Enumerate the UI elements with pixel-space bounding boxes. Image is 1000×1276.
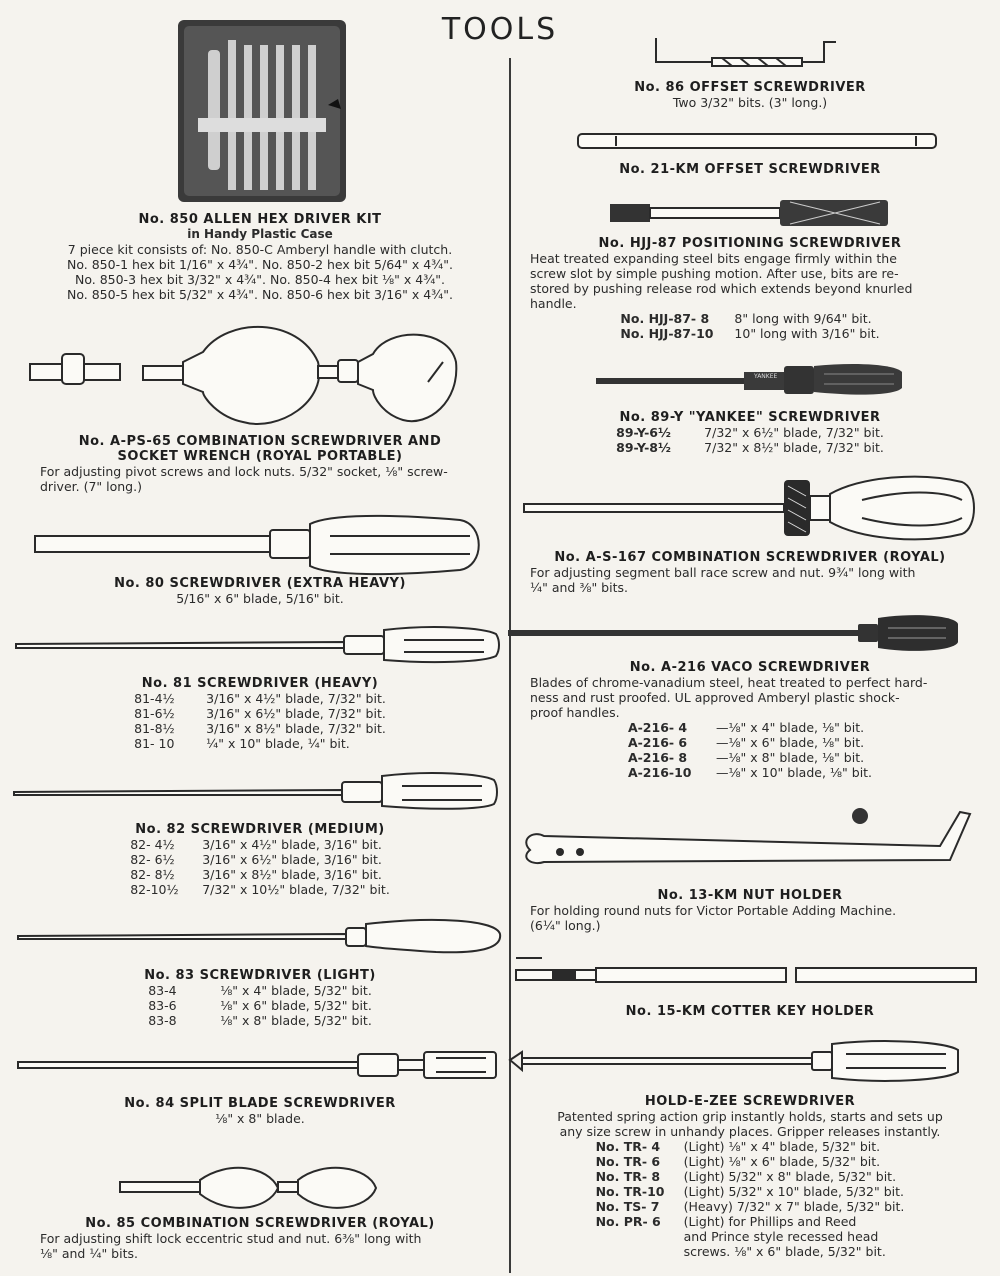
description-line: For adjusting shift lock eccentric stud and nut. 6⅜" long with — [40, 1231, 422, 1246]
product-850 — [40, 212, 480, 302]
size-row: 81- 10 ¼" x 10" blade, ¼" bit. — [134, 736, 350, 751]
product-85 — [40, 1216, 480, 1261]
description-line: Two 3/32" bits. (3" long.) — [672, 95, 828, 110]
screwdriver-84-illustration — [16, 1050, 498, 1080]
description-line: No. 850-1 hex bit 1/16" x 4¾". No. 850-2 hex bit 5/64" x 4¾". — [66, 257, 454, 272]
size-row: 81-4½ 3/16" x 4½" blade, 7/32" bit. — [134, 691, 386, 706]
size-list — [130, 837, 390, 897]
product-heading: No. 84 SPLIT BLADE SCREWDRIVER — [124, 1096, 396, 1111]
offset-screwdriver-21km-illustration — [576, 130, 938, 152]
size-row: 89-Y-8½ 7/32" x 8½" blade, 7/32" bit. — [616, 440, 884, 455]
size-row: No. TS- 7 (Heavy) 7/32" x 7" blade, 5/32" bit. — [595, 1199, 905, 1214]
description-line: stored by pushing release rod which extends beyond knurled — [530, 281, 913, 296]
size-list — [148, 983, 372, 1028]
description-line: No. 850-5 hex bit 5/32" x 4¾". No. 850-6 hex bit 3/16" x 4¾". — [66, 287, 454, 302]
vaco-screwdriver-illustration — [506, 614, 960, 652]
yankee-stamp: YANKEE — [754, 373, 778, 380]
description-line: For holding round nuts for Victor Portable Adding Machine. — [530, 903, 897, 918]
size-row-continuation: screws. ⅛" x 6" blade, 5/32" bit. — [683, 1244, 886, 1259]
product-heading: No. A-216 VACO SCREWDRIVER — [629, 660, 871, 675]
size-list — [596, 1139, 905, 1259]
description-line: screw slot by simple pushing motion. After use, bits are re- — [530, 266, 899, 281]
screwdriver-82-illustration — [12, 772, 498, 810]
description-line: Patented spring action grip instantly holds, starts and sets up — [557, 1109, 943, 1124]
size-row: No. HJJ-87- 8 8" long with 9/64" bit. — [620, 311, 872, 326]
description-line: Blades of chrome-vanadium steel, heat treated to perfect hard- — [530, 675, 928, 690]
size-row: No. PR- 6 (Light) for Phillips and Reed — [595, 1214, 857, 1229]
product-heading: No. HJJ-87 POSITIONING SCREWDRIVER — [598, 236, 902, 251]
product-heading: No. 89-Y "YANKEE" SCREWDRIVER — [619, 410, 881, 425]
screwdriver-85-illustration — [118, 1160, 378, 1216]
page-title: TOOLS — [441, 12, 559, 47]
product-a-ps-65 — [40, 434, 480, 494]
description-line: For adjusting segment ball race screw and nut. 9¾" long with — [530, 565, 916, 580]
description-line: ⅛" x 8" blade. — [215, 1111, 305, 1126]
size-list — [620, 311, 879, 341]
size-list — [616, 425, 884, 455]
combination-socket-wrench-illustration — [28, 322, 458, 432]
description-line: ⅛" and ¼" bits. — [40, 1246, 138, 1261]
product-heading: No. 86 OFFSET SCREWDRIVER — [634, 80, 866, 95]
description-line: proof handles. — [530, 705, 620, 720]
product-hold-e-zee — [530, 1094, 970, 1259]
nut-holder-illustration — [520, 800, 976, 870]
size-row: 81-6½ 3/16" x 6½" blade, 7/32" bit. — [134, 706, 386, 721]
product-heading: No. 13-KM NUT HOLDER — [657, 888, 843, 903]
column-divider — [509, 58, 511, 1273]
size-row: A-216- 8 —⅛" x 8" blade, ⅛" bit. — [627, 750, 865, 765]
product-a-s-167 — [530, 550, 970, 595]
product-heading: No. 82 SCREWDRIVER (MEDIUM) — [135, 822, 385, 837]
product-86 — [530, 80, 970, 110]
product-82 — [40, 822, 480, 897]
size-row: A-216- 6 —⅛" x 6" blade, ⅛" bit. — [627, 735, 865, 750]
size-list — [134, 691, 386, 751]
size-row: No. TR- 4 (Light) ⅛" x 4" blade, 5/32" bit. — [595, 1139, 881, 1154]
description-line: 5/16" x 6" blade, 5/16" bit. — [176, 591, 344, 606]
product-hjj-87 — [530, 236, 970, 341]
product-89-y — [530, 410, 970, 455]
description-line: No. 850-3 hex bit 3/32" x 4¾". No. 850-4 hex bit ⅛" x 4¾". — [74, 272, 446, 287]
size-row: No. HJJ-87-10 10" long with 3/16" bit. — [620, 326, 880, 341]
hold-e-zee-screwdriver-illustration — [506, 1040, 960, 1084]
product-21-km — [530, 162, 970, 177]
product-a-216 — [530, 660, 970, 780]
size-row: 82- 6½ 3/16" x 6½" blade, 3/16" bit. — [130, 852, 382, 867]
product-15-km — [530, 1004, 970, 1019]
product-80 — [40, 576, 480, 606]
product-heading: No. 15-KM COTTER KEY HOLDER — [625, 1004, 875, 1019]
screwdriver-80-illustration — [30, 516, 485, 574]
size-row: 89-Y-6½ 7/32" x 6½" blade, 7/32" bit. — [616, 425, 884, 440]
size-row: 83-6 ⅛" x 6" blade, 5/32" bit. — [148, 998, 372, 1013]
description-line: For adjusting pivot screws and lock nuts. 5/32" socket, ⅛" screw- — [40, 464, 448, 479]
product-heading: No. 81 SCREWDRIVER (HEAVY) — [141, 676, 379, 691]
yankee-screwdriver-illustration — [594, 362, 906, 396]
product-heading: No. 850 ALLEN HEX DRIVER KIT — [138, 212, 382, 227]
description-line: handle. — [530, 296, 577, 311]
size-row: No. TR- 6 (Light) ⅛" x 6" blade, 5/32" bit. — [595, 1154, 881, 1169]
description-line: (6¼" long.) — [530, 918, 601, 933]
size-row-continuation: and Prince style recessed head — [683, 1229, 879, 1244]
description-line: ¼" and ⅜" bits. — [530, 580, 628, 595]
size-row: 82- 8½ 3/16" x 8½" blade, 3/16" bit. — [130, 867, 382, 882]
product-heading-line2: SOCKET WRENCH (ROYAL PORTABLE) — [117, 449, 403, 464]
product-heading: No. 85 COMBINATION SCREWDRIVER (ROYAL) — [85, 1216, 435, 1231]
size-row: 83-8 ⅛" x 8" blade, 5/32" bit. — [148, 1013, 372, 1028]
product-heading: No. 80 SCREWDRIVER (EXTRA HEAVY) — [114, 576, 406, 591]
positioning-screwdriver-illustration — [610, 198, 890, 228]
size-row: 82-10½ 7/32" x 10½" blade, 7/32" bit. — [130, 882, 390, 897]
size-row: No. TR-10 (Light) 5/32" x 10" blade, 5/32" bit. — [595, 1184, 905, 1199]
size-list — [628, 720, 872, 780]
hex-driver-kit-photo — [178, 20, 346, 202]
cotter-key-holder-illustration — [512, 952, 978, 988]
product-81 — [40, 676, 480, 751]
description-line: ness and rust proofed. UL approved Amberyl plastic shock- — [530, 690, 900, 705]
size-row: 81-8½ 3/16" x 8½" blade, 7/32" bit. — [134, 721, 386, 736]
size-row: 82- 4½ 3/16" x 4½" blade, 3/16" bit. — [130, 837, 382, 852]
screwdriver-81-illustration — [14, 626, 498, 664]
product-heading: HOLD-E-ZEE SCREWDRIVER — [644, 1094, 856, 1109]
size-row: No. TR- 8 (Light) 5/32" x 8" blade, 5/32" bit. — [595, 1169, 897, 1184]
product-13-km — [530, 888, 970, 933]
screwdriver-83-illustration — [16, 916, 502, 956]
size-row: 83-4 ⅛" x 4" blade, 5/32" bit. — [148, 983, 372, 998]
combination-screwdriver-as167-illustration — [522, 476, 974, 542]
description-line: driver. (7" long.) — [40, 479, 142, 494]
product-heading: No. 83 SCREWDRIVER (LIGHT) — [144, 968, 376, 983]
description-line: Heat treated expanding steel bits engage firmly within the — [530, 251, 897, 266]
description-line: 7 piece kit consists of: No. 850-C Amberyl handle with clutch. — [67, 242, 453, 257]
product-heading: No. A-S-167 COMBINATION SCREWDRIVER (ROYAL) — [554, 550, 946, 565]
size-row: A-216- 4 —⅛" x 4" blade, ⅛" bit. — [627, 720, 865, 735]
size-row: A-216-10 —⅛" x 10" blade, ⅛" bit. — [627, 765, 873, 780]
description-line: any size screw in unhandy places. Gripper releases instantly. — [559, 1124, 941, 1139]
product-heading: No. A-PS-65 COMBINATION SCREWDRIVER AND — [78, 434, 442, 449]
product-heading: No. 21-KM OFFSET SCREWDRIVER — [619, 162, 881, 177]
offset-screwdriver-86-illustration — [652, 34, 842, 76]
product-84 — [40, 1096, 480, 1126]
product-83 — [40, 968, 480, 1028]
product-subheading: in Handy Plastic Case — [187, 227, 333, 241]
